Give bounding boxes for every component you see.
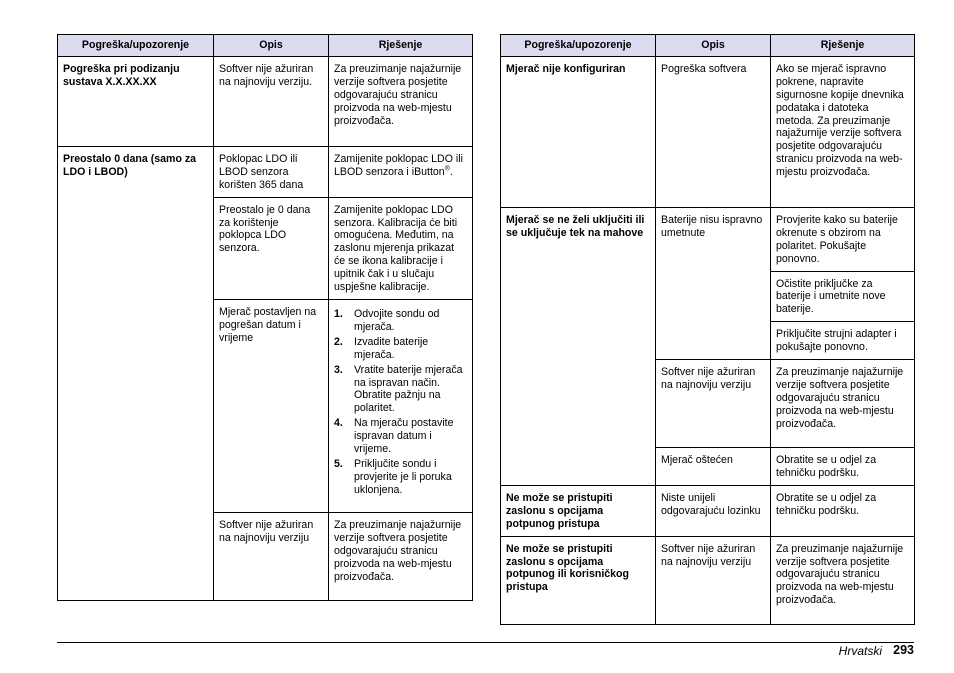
step-text: Odvojite sondu od mjerača.	[354, 307, 440, 333]
error-cell: Pogreška pri podizanju sustava X.X.XX.XX	[58, 56, 214, 146]
header-error: Pogreška/upozorenje	[501, 35, 656, 57]
solution-cell: Za preuzimanje najažurnije verzije softvera posjetite odgovarajuću stranicu proizvoda na web-mjestu proizvođača.	[329, 56, 473, 146]
error-cell: Mjerač nije konfiguriran	[501, 56, 656, 207]
header-solution: Rješenje	[329, 35, 473, 57]
footer-divider	[57, 642, 914, 643]
description-cell: Softver nije ažuriran na najnoviju verziju.	[214, 56, 329, 146]
step-text: Izvadite baterije mjerača.	[354, 335, 429, 361]
header-error: Pogreška/upozorenje	[58, 35, 214, 57]
solution-cell: Za preuzimanje najažurnije verzije softvera posjetite odgovarajuću stranicu proizvoda na web-mjestu proizvođača.	[771, 360, 915, 448]
step-number: 2.	[334, 335, 343, 348]
solution-cell: Očistite priključke za baterije i umetnite nove baterije.	[771, 271, 915, 322]
description-cell: Niste unijeli odgovarajuću lozinku	[656, 485, 771, 536]
table-header-row	[501, 35, 915, 57]
table-row	[501, 56, 915, 207]
solution-cell: Obratite se u odjel za tehničku podršku.	[771, 485, 915, 536]
table-row	[501, 207, 915, 271]
description-cell: Pogreška softvera	[656, 56, 771, 207]
step-text: Priključite sondu i provjerite je li poruka uklonjena.	[354, 457, 452, 496]
troubleshooting-table-left	[57, 34, 473, 601]
step-text: Vratite baterije mjerača na ispravan način. Obratite pažnju na polaritet.	[354, 363, 463, 415]
header-description: Opis	[656, 35, 771, 57]
description-cell: Mjerač postavljen na pogrešan datum i vrijeme	[214, 299, 329, 512]
solution-text: Zamijenite poklopac LDO ili LBOD senzora i iButton	[334, 152, 463, 178]
page-number: 293	[893, 643, 914, 657]
step-item	[334, 308, 467, 334]
solution-cell: Provjerite kako su baterije okrenute s obzirom na polaritet. Pokušajte ponovno.	[771, 207, 915, 271]
solution-cell: Za preuzimanje najažurnije verzije softvera posjetite odgovarajuću stranicu proizvoda na web-mjestu proizvođača.	[771, 536, 915, 624]
solution-cell: Zamijenite poklopac LDO senzora. Kalibracija će biti omogućena. Međutim, na zaslonu mjerenja prikazat će se ikona kalibracije i upitnik čak i u slučaju uspješne kalibracije.	[329, 197, 473, 299]
solution-text-end: .	[449, 165, 453, 178]
header-description: Opis	[214, 35, 329, 57]
step-item	[334, 364, 467, 416]
step-text: Na mjeraču postavite ispravan datum i vrijeme.	[354, 417, 454, 456]
step-number: 1.	[334, 307, 343, 320]
description-cell: Preostalo je 0 dana za korištenje poklopca LDO senzora.	[214, 197, 329, 299]
solution-cell: Priključite strujni adapter i pokušajte ponovno.	[771, 322, 915, 360]
description-cell: Softver nije ažuriran na najnoviju verziju	[656, 360, 771, 448]
description-cell: Softver nije ažuriran na najnoviju verziju	[656, 536, 771, 624]
troubleshooting-table-right	[500, 34, 915, 625]
description-cell: Softver nije ažuriran na najnoviju verziju	[214, 512, 329, 600]
table-row	[58, 146, 473, 197]
solution-cell: Obratite se u odjel za tehničku podršku.	[771, 448, 915, 486]
error-cell: Preostalo 0 dana (samo za LDO i LBOD)	[58, 146, 214, 600]
step-number: 5.	[334, 457, 343, 470]
table-row	[501, 536, 915, 624]
error-cell: Ne može se pristupiti zaslonu s opcijama potpunog pristupa	[501, 485, 656, 536]
step-item	[334, 458, 467, 497]
header-solution: Rješenje	[771, 35, 915, 57]
table-row	[501, 485, 915, 536]
description-cell: Poklopac LDO ili LBOD senzora korišten 365 dana	[214, 146, 329, 197]
error-cell: Ne može se pristupiti zaslonu s opcijama potpunog ili korisničkog pristupa	[501, 536, 656, 624]
table-header-row	[58, 35, 473, 57]
step-number: 4.	[334, 417, 343, 430]
registered-mark: ®	[444, 165, 450, 173]
error-cell: Mjerač se ne želi uključiti ili se uključuje tek na mahove	[501, 207, 656, 485]
solution-cell: Za preuzimanje najažurnije verzije softvera posjetite odgovarajuću stranicu proizvoda na web-mjestu proizvođača.	[329, 512, 473, 600]
description-cell: Mjerač oštećen	[656, 448, 771, 486]
step-item	[334, 336, 467, 362]
footer-language: Hrvatski	[838, 644, 882, 658]
steps-list	[334, 308, 467, 497]
step-item	[334, 417, 467, 456]
table-row	[58, 56, 473, 146]
solution-cell: Ako se mjerač ispravno pokrene, napravite sigurnosne kopije dnevnika podataka i datoteka metoda. Za preuzimanje najažurnije verzije softvera posjetite odgovarajuću stranicu proizvoda na web-mjestu proizvođača.	[771, 56, 915, 207]
description-cell: Baterije nisu ispravno umetnute	[656, 207, 771, 359]
solution-cell	[329, 299, 473, 512]
step-number: 3.	[334, 363, 343, 376]
solution-cell	[329, 146, 473, 197]
